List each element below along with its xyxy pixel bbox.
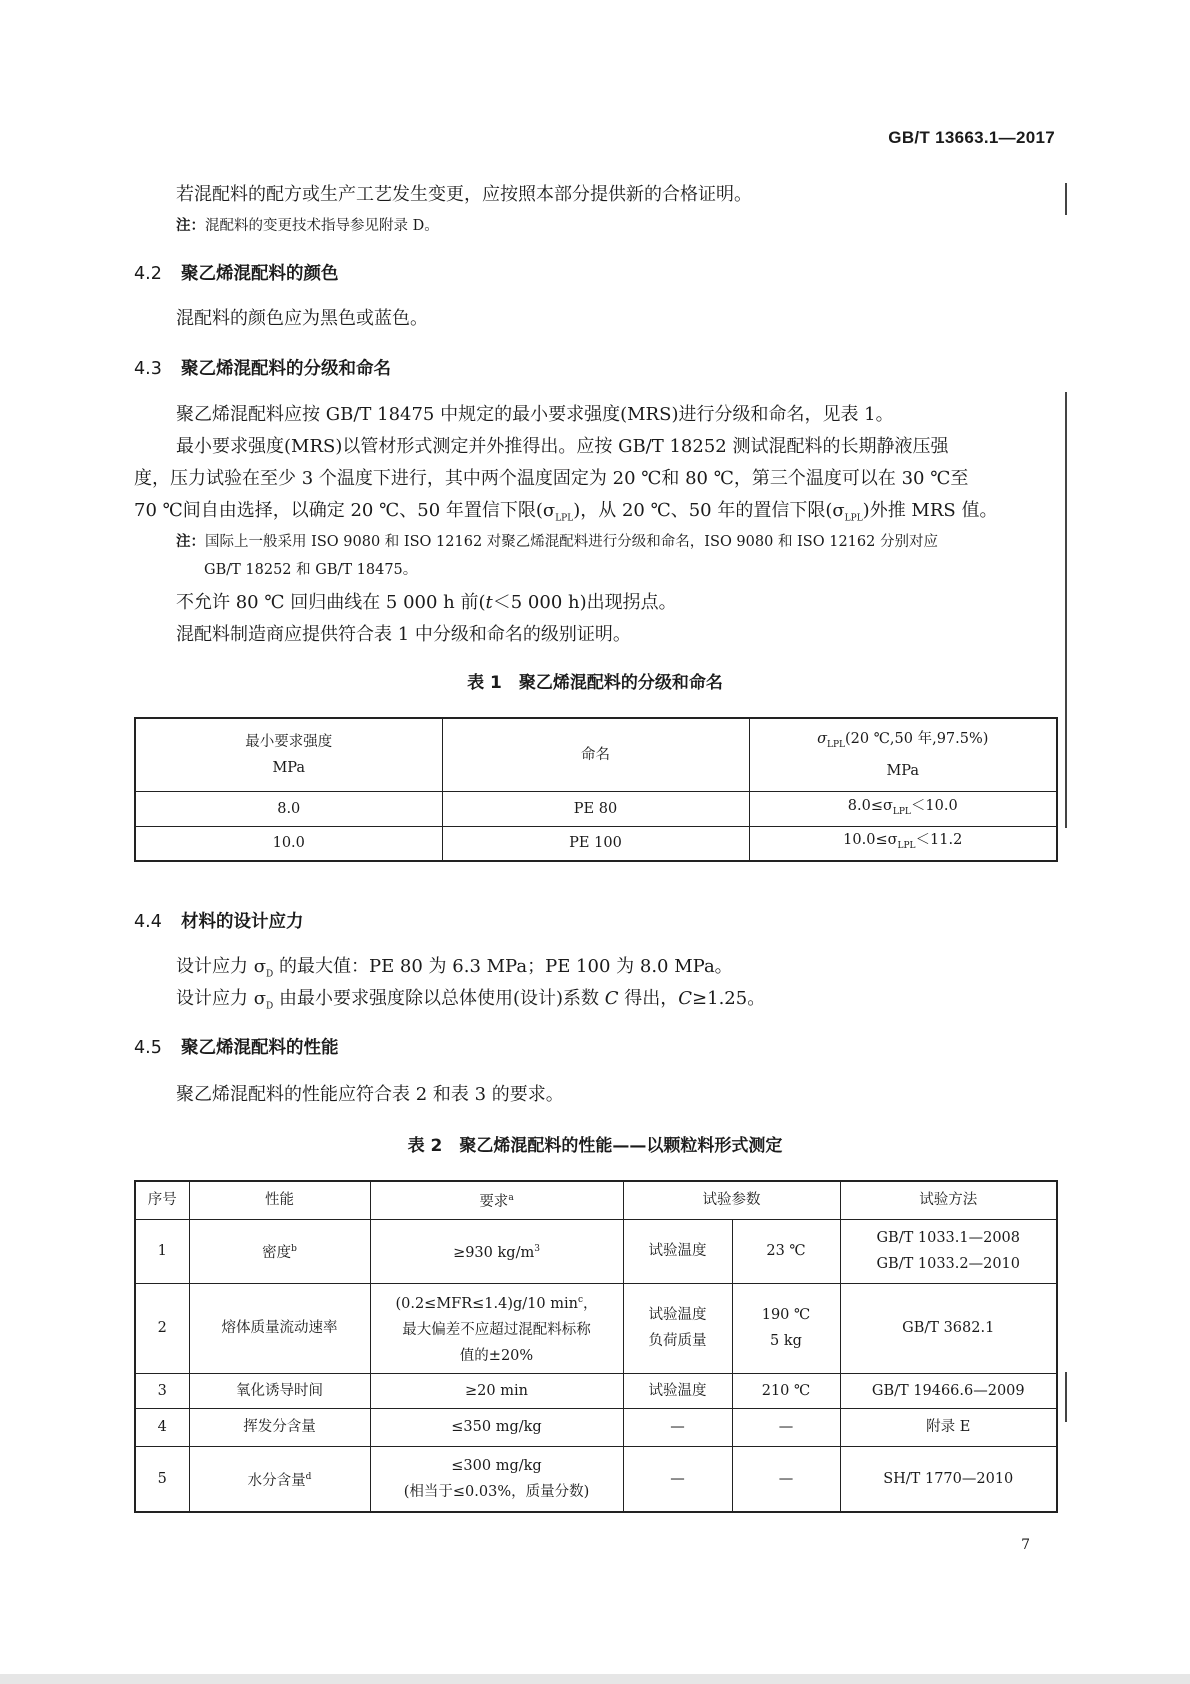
cell-mrs: 8.0 [135,791,442,826]
requirement-text: ≥930 kg/m [453,1244,535,1261]
section-4-4-heading [134,908,304,933]
section-number: 4.4 [134,912,162,932]
header-unit: MPa [272,759,306,776]
header-no: 序号 [135,1181,189,1219]
footnote-mark: a [508,1193,514,1204]
table-header-row [135,718,1057,791]
text-fragment: ， [583,1295,598,1312]
change-bar [1065,183,1067,215]
cell-requirement [370,1446,623,1512]
table-row [135,1408,1057,1446]
change-bar [1065,1372,1067,1422]
header-name: 命名 [442,718,749,791]
cell-property: 挥发分含量 [189,1408,370,1446]
header-text-rest: (20 ℃,50 年,97.5%) [844,730,989,747]
section-title: 材料的设计应力 [181,912,304,932]
text-fragment: 设计应力 σ [176,956,267,977]
cell-range [749,791,1057,826]
section-4-3-note-line2: GB/T 18252 和 GB/T 18475。 [204,562,418,578]
cell-no: 2 [135,1283,189,1373]
text-fragment: 不允许 80 ℃ 回归曲线在 5 000 h 前( [176,592,486,613]
footnote-mark: b [291,1244,297,1255]
text-fragment: 得出， [618,988,679,1009]
requirement-line: 最大偏差不应超过混配料标称 [402,1321,591,1338]
cell-no: 4 [135,1408,189,1446]
table-row [135,1446,1057,1512]
header-property: 性能 [189,1181,370,1219]
header-test-parameters: 试验参数 [623,1181,840,1219]
text-fragment: )，从 20 ℃、50 年的置信下限(σ [573,500,845,521]
cell-requirement: ≤350 mg/kg [370,1408,623,1446]
table-2 [134,1180,1058,1513]
intro-note [176,211,439,241]
section-4-5-heading [134,1034,339,1059]
header-text [754,726,1053,758]
section-4-3-heading [134,355,391,380]
cell-parameter [623,1283,732,1373]
cell-value [732,1283,840,1373]
cell-value: 210 ℃ [732,1373,840,1408]
text-fragment: (0.2≤MFR≤1.4)g/10 min [395,1295,578,1312]
cell-method: GB/T 19466.6—2009 [840,1373,1057,1408]
note-label: 注： [176,217,205,234]
cell-requirement [370,1219,623,1283]
note-text: 混配料的变更技术指导参见附录 D。 [205,218,439,234]
header-test-method: 试验方法 [840,1181,1057,1219]
cell-no: 3 [135,1373,189,1408]
text-fragment: 设计应力 σ [176,988,267,1009]
footnote-mark: c [577,1295,584,1306]
header-unit: MPa [886,762,920,779]
cell-mrs: 10.0 [135,826,442,861]
header-text: 要求 [479,1194,509,1211]
table-2-caption: 表 2 聚乙烯混配料的性能——以颗粒料形式测定 [407,1136,783,1156]
section-4-2-heading [134,260,339,285]
cell-parameter: 试验温度 [623,1373,732,1408]
cell-requirement [370,1283,623,1373]
property-text: 密度 [262,1244,292,1261]
value-text: 190 ℃ [761,1307,811,1323]
table-header-row [135,1181,1057,1219]
cell-method: GB/T 3682.1 [840,1283,1057,1373]
method-text: GB/T 1033.2—2010 [876,1256,1021,1272]
section-4-3-p2-line1: 最小要求强度(MRS)以管材形式测定并外推得出。应按 GB/T 18252 测试混配料的长期静液压强 [176,436,949,457]
section-4-5-paragraph: 聚乙烯混配料的性能应符合表 2 和表 3 的要求。 [176,1084,564,1105]
cell-no: 5 [135,1446,189,1512]
method-text: GB/T 1033.1—2008 [876,1230,1021,1246]
header-sigma-lpl [749,718,1057,791]
text-fragment: 8.0≤σ [847,797,893,814]
table-1 [134,717,1058,862]
cell-property: 熔体质量流动速率 [189,1283,370,1373]
cell-value: — [732,1408,840,1446]
note-text: 国际上一般采用 ISO 9080 和 ISO 12162 对聚乙烯混配料进行分级和命名，ISO 9080 和 ISO 12162 分别对应 [205,534,938,550]
parameter-text: 试验温度 [648,1307,707,1323]
cell-parameter: — [623,1408,732,1446]
text-fragment: 由最小要求强度除以总体使用(设计)系数 [273,988,605,1009]
text-fragment: ＜5 000 h)出现拐点。 [492,592,677,613]
table-row [135,1283,1057,1373]
text-fragment: ≥1.25。 [692,988,766,1009]
standard-number: GB/T 13663.1—2017 [888,128,1055,147]
subscript: LPL [844,513,863,524]
cell-method: SH/T 1770—2010 [840,1446,1057,1512]
cell-property [189,1446,370,1512]
variable-t: t [485,592,493,613]
section-title: 聚乙烯混配料的颜色 [181,264,339,284]
cell-method: 附录 E [840,1408,1057,1446]
subscript: D [266,1001,274,1012]
text-fragment: ＜10.0 [910,797,958,814]
property-text: 水分含量 [247,1472,306,1489]
section-4-2-paragraph: 混配料的颜色应为黑色或蓝色。 [176,308,428,329]
cell-range [749,826,1057,861]
section-number: 4.5 [134,1038,162,1058]
text-fragment: 的最大值：PE 80 为 6.3 MPa；PE 100 为 8.0 MPa。 [273,956,733,977]
header-mrs [135,718,442,791]
cell-value: — [732,1446,840,1512]
cell-requirement: ≥20 min [370,1373,623,1408]
sigma-symbol: σ [817,730,827,747]
cell-name: PE 80 [442,791,749,826]
section-number: 4.3 [134,359,162,379]
section-4-4-p2 [176,983,765,1023]
header-text: 最小要求强度 [245,733,333,750]
cell-method [840,1219,1057,1283]
subscript: LPL [555,513,574,524]
cell-property [189,1219,370,1283]
footnote-mark: d [305,1471,312,1482]
requirement-line [375,1287,619,1317]
cell-no: 1 [135,1219,189,1283]
cell-parameter: — [623,1446,732,1512]
parameter-text: 负荷质量 [648,1333,707,1349]
subscript: LPL [892,806,911,817]
cell-property: 氧化诱导时间 [189,1373,370,1408]
bottom-edge [0,1674,1190,1684]
requirement-line: (相当于≤0.03%，质量分数) [403,1483,590,1500]
subscript: D [266,969,274,980]
section-4-3-p2-line2: 度，压力试验在至少 3 个温度下进行，其中两个温度固定为 20 ℃和 80 ℃，第三个温度可以在 30 ℃至 [134,468,969,489]
header-requirement [370,1181,623,1219]
section-title: 聚乙烯混配料的性能 [181,1038,339,1058]
subscript: LPL [826,739,845,750]
value-text: 5 kg [770,1333,802,1349]
subscript: LPL [897,841,916,852]
section-4-3-note-line1 [176,527,938,557]
section-4-3-p1: 聚乙烯混配料应按 GB/T 18475 中规定的最小要求强度(MRS)进行分级和命名，见表 1。 [176,404,894,425]
cell-value: 23 ℃ [732,1219,840,1283]
section-4-3-p4: 混配料制造商应提供符合表 1 中分级和命名的级别证明。 [176,624,631,645]
text-fragment: ＜11.2 [915,832,963,849]
change-bar [1065,392,1067,828]
table-row [135,791,1057,826]
text-fragment: 70 ℃间自由选择，以确定 20 ℃、50 年置信下限(σ [134,500,556,521]
table-1-caption: 表 1 聚乙烯混配料的分级和命名 [467,673,723,693]
superscript: 3 [534,1244,540,1255]
variable-c: C [604,988,619,1009]
note-label: 注： [176,533,205,550]
table-row [135,1373,1057,1408]
intro-paragraph: 若混配料的配方或生产工艺发生变更，应按照本部分提供新的合格证明。 [176,184,752,205]
section-4-3-p3 [176,587,677,619]
requirement-line: ≤300 mg/kg [451,1457,542,1474]
text-fragment: )外推 MRS 值。 [862,500,998,521]
text-fragment: 10.0≤σ [843,832,898,849]
table-row [135,826,1057,861]
page-number: 7 [1021,1537,1030,1553]
table-row [135,1219,1057,1283]
section-number: 4.2 [134,264,162,284]
cell-parameter: 试验温度 [623,1219,732,1283]
variable-c: C [678,988,693,1009]
section-title: 聚乙烯混配料的分级和命名 [181,359,391,379]
cell-name: PE 100 [442,826,749,861]
requirement-line: 值的±20% [459,1347,534,1364]
